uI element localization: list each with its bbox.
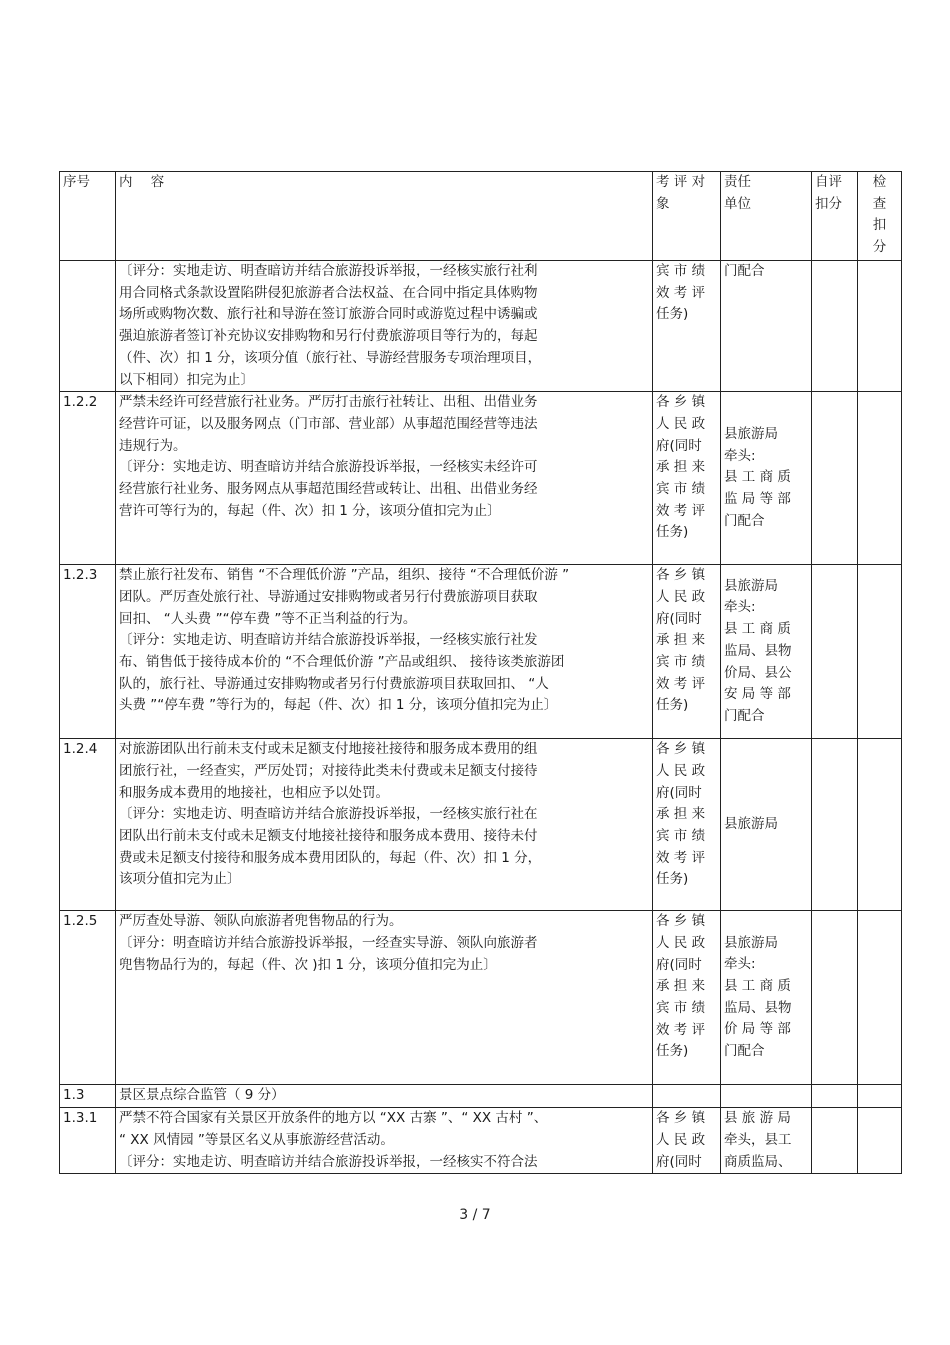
table-row	[60, 565, 902, 739]
row-self-score	[812, 739, 858, 911]
row-content: 严禁未经许可经营旅行社业务。严厉打击旅行社转让、出租、出借业务 经营许可证，以及服务网点（门市部、营业部）从事超范围经营等违法 违规行为。 〔评分：实地走访、明查暗访并结合旅游投诉举报，一经核实未经许可 经营旅行社业务、服务网点从事超范围经营或转让、出租、出借业务经 营许可等行为的，每起（件、次）扣 1 分，该项分值扣完为止〕	[116, 392, 653, 565]
row-check-score	[858, 1085, 902, 1108]
row-num: 1.3.1	[60, 1108, 116, 1174]
row-object: 宾 市 绩 效 考 评 任务)	[653, 261, 721, 392]
row-self-score	[812, 565, 858, 739]
row-object: 各 乡 镇 人 民 政 府(同时	[653, 1108, 721, 1174]
row-object	[653, 1085, 721, 1108]
table-row	[60, 1108, 902, 1174]
row-content: 景区景点综合监管（ 9 分）	[116, 1085, 653, 1108]
row-responsible: 县旅游局 牵头: 县 工 商 质 监局、县物 价 局 等 部 门配合	[721, 911, 812, 1085]
row-check-score	[858, 261, 902, 392]
header-check-score: 检 查 扣 分	[858, 172, 902, 261]
row-content: 对旅游团队出行前未支付或未足额支付地接社接待和服务成本费用的组 团旅行社，一经查实，严厉处罚；对接待此类未付费或未足额支付接待 和服务成本费用的地接社，也相应予以处罚。 〔评分：实地走访、明查暗访并结合旅游投诉举报，一经核实旅行社在 团队出行前未支付或未足额支付地接社接待和服务成本费用、接待未付 费或未足额支付接待和服务成本费用团队的，每起（件、次）扣 1 分， 该项分值扣完为止〕	[116, 739, 653, 911]
table-row	[60, 261, 902, 392]
row-num: 1.2.3	[60, 565, 116, 739]
header-row	[60, 172, 902, 261]
header-num: 序号	[60, 172, 116, 261]
header-object: 考 评 对 象	[653, 172, 721, 261]
row-object: 各 乡 镇 人 民 政 府(同时 承 担 来 宾 市 绩 效 考 评 任务)	[653, 911, 721, 1085]
table-row	[60, 911, 902, 1085]
header-content: 内 容	[116, 172, 653, 261]
row-content: 〔评分：实地走访、明查暗访并结合旅游投诉举报，一经核实旅行社利 用合同格式条款设置陷阱侵犯旅游者合法权益、在合同中指定具体购物 场所或购物次数、旅行社和导游在签订旅游合同时或游览过程中诱骗或 强迫旅游者签订补充协议安排购物和另行付费旅游项目等行为的，每起 （件、次）扣 1 分，该项分值（旅行社、导游经营服务专项治理项目， 以下相同）扣完为止〕	[116, 261, 653, 392]
row-check-score	[858, 1108, 902, 1174]
row-object: 各 乡 镇 人 民 政 府(同时 承 担 来 宾 市 绩 效 考 评 任务)	[653, 392, 721, 565]
header-responsible: 责任 单位	[721, 172, 812, 261]
row-responsible: 县旅游局	[721, 739, 812, 911]
row-check-score	[858, 739, 902, 911]
row-self-score	[812, 1085, 858, 1108]
row-self-score	[812, 1108, 858, 1174]
row-self-score	[812, 392, 858, 565]
row-responsible: 门配合	[721, 261, 812, 392]
row-num	[60, 261, 116, 392]
row-content: 严禁不符合国家有关景区开放条件的地方以 “XX 古寨 ”、“ XX 古村 ”、 “ XX 风情园 ”等景区名义从事旅游经营活动。 〔评分：实地走访、明查暗访并结合旅游投诉举报，一经核实不符合法	[116, 1108, 653, 1174]
row-object: 各 乡 镇 人 民 政 府(同时 承 担 来 宾 市 绩 效 考 评 任务)	[653, 565, 721, 739]
row-num: 1.2.2	[60, 392, 116, 565]
row-object: 各 乡 镇 人 民 政 府(同时 承 担 来 宾 市 绩 效 考 评 任务)	[653, 739, 721, 911]
row-num: 1.2.4	[60, 739, 116, 911]
row-num: 1.3	[60, 1085, 116, 1108]
row-responsible: 县 旅 游 局 牵头，县工 商质监局、	[721, 1108, 812, 1174]
row-num: 1.2.5	[60, 911, 116, 1085]
row-content: 禁止旅行社发布、销售 “不合理低价游 ”产品，组织、接待 “不合理低价游 ” 团队。严厉查处旅行社、导游通过安排购物或者另行付费旅游项目获取 回扣、 “人头费 ”“停车费 ”等不正当利益的行为。 〔评分：实地走访、明查暗访并结合旅游投诉举报，一经核实旅行社发 布、销售低于接待成本价的 “不合理低价游 ”产品或组织、 接待该类旅游团 队的，旅行社、导游通过安排购物或者另行付费旅游项目获取回扣、 “人 头费 ”“停车费 ”等行为的，每起（件、次）扣 1 分，该项分值扣完为止〕	[116, 565, 653, 739]
row-content: 严厉查处导游、领队向旅游者兜售物品的行为。 〔评分：明查暗访并结合旅游投诉举报，一经查实导游、领队向旅游者 兜售物品行为的，每起（件、次 )扣 1 分，该项分值扣完为止〕	[116, 911, 653, 1085]
row-self-score	[812, 911, 858, 1085]
table-row	[60, 739, 902, 911]
row-responsible: 县旅游局 牵头: 县 工 商 质 监局、县物 价局、县公 安 局 等 部 门配合	[721, 565, 812, 739]
section-row	[60, 1085, 902, 1108]
page-number: 3 / 7	[459, 1207, 491, 1223]
row-check-score	[858, 911, 902, 1085]
row-responsible	[721, 1085, 812, 1108]
assessment-table	[59, 171, 902, 1174]
table-row	[60, 392, 902, 565]
row-responsible: 县旅游局 牵头: 县 工 商 质 监 局 等 部 门配合	[721, 392, 812, 565]
row-check-score	[858, 392, 902, 565]
header-self-score: 自评 扣分	[812, 172, 858, 261]
row-self-score	[812, 261, 858, 392]
row-check-score	[858, 565, 902, 739]
